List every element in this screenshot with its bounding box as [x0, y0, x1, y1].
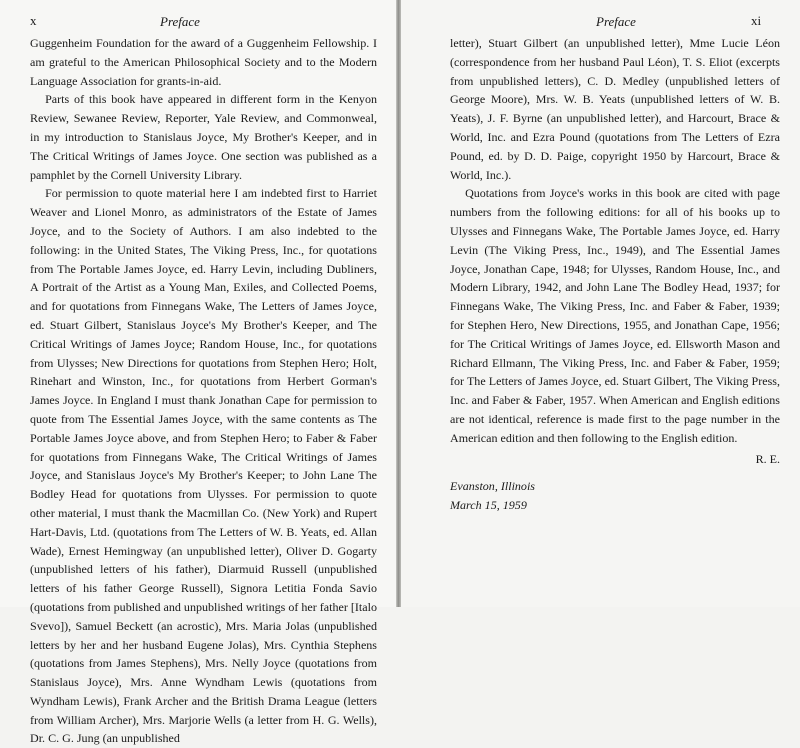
left-folio: x	[30, 13, 37, 28]
left-body-text	[30, 34, 377, 748]
signing-date: March 15, 1959	[450, 498, 527, 513]
left-running-head: Preface	[160, 14, 200, 29]
left-paragraph-3: For permission to quote material here I am indebted first to Harriet Weaver and Lionel Monro, as administrators of the Estate of James Joyce, and to the Society of Authors. I am also indebted to the following: in the United States, The Viking Press, Inc., for quotations from The Portable James Joyce, ed. Harry Levin, including Dubliners, A Portrait of the Artist as a Young Man, Exiles, and Collected Poems, and for quotations from Finnegans Wake, The Letters of James Joyce, ed. Stuart Gilbert, Stanislaus Joyce's My Brother's Keeper, and The Critical Writings of James Joyce; Random House, Inc., for quotations from Ulysses; New Directions for quotations from Stephen Hero; Holt, Rinehart and Winston, Inc., for quotations from Herbert Gorman's James Joyce. In England I must thank Jonathan Cape for permission to quote from The Essential James Joyce, with the same contents as The Portable James Joyce above, and from Stephen Hero; to Faber & Faber for quotations from Finnegans Wake, The Critical Writings of James Joyce, and Stanislaus Joyce's My Brother's Keeper; to John Lane The Bodley Head for quotations from Ulysses. For permission to quote other material, I must thank the Macmillan Co. (New York) and Rupert Hart-Davis, Ltd. (quotations from The Letters of W. B. Yeats, ed. Allan Wade), Ernest Hemingway (an unpublished letter), Oliver D. Gogarty (unpublished letters of his father), Diarmuid Russell (unpublished letters of his father George Russell), Signora Letitia Fonda Savio (quotations from published and unpublished writings of her father [Italo Svevo]), Samuel Beckett (an acrostic), Mrs. Maria Jolas (unpublished letters by her and her husband Eugene Jolas), Mrs. Cynthia Stephens (quotations from James Stephens), Mrs. Nelly Joyce (quotations from Stanislaus Joyce), Mrs. Anne Wyndham Lewis (quotations from Wyndham Lewis), Frank Archer and the British Drama League (letters from William Archer), Mrs. Marjorie Wells (a letter from H. G. Wells), Dr. C. G. Jung (an unpublished	[30, 186, 377, 746]
right-body-text	[450, 34, 780, 515]
right-running-head: Preface	[596, 14, 636, 29]
right-paragraph-2: Quotations from Joyce's works in this book are cited with page numbers from the following editions: for all of his books up to Ulysses and Finnegans Wake, The Portable James Joyce, ed. Harry Levin (The Viking Press, Inc., 1949), and The Essential James Joyce, Jonathan Cape, 1948; for Ulysses, Random House, Inc., and Modern Library, 1942, and John Lane The Bodley Head, 1937; for Finnegans Wake, The Viking Press, Inc. and Faber & Faber, 1939; for Stephen Hero, New Directions, 1955, and Jonathan Cape, 1956; for The Critical Writings of James Joyce, ed. Ellsworth Mason and Richard Ellmann, The Viking Press, Inc. and Faber & Faber, 1959; for The Letters of James Joyce, ed. Stuart Gilbert, The Viking Press, Inc. and Faber & Faber, 1957. When American and English editions are not identical, reference is made first to the page number in the American edition and then following to the English edition.	[450, 186, 780, 445]
signing-place: Evanston, Illinois	[450, 479, 535, 494]
left-paragraph-2: Parts of this book have appeared in different form in the Kenyon Review, Sewanee Review, Reporter, Yale Review, and Commonweal, in my introduction to Stanislaus Joyce, My Brother's Keeper, and in The Critical Writings of James Joyce. One section was published as a pamphlet by the Cornell University Library.	[30, 92, 377, 182]
book-gutter	[396, 0, 401, 607]
right-paragraph-1: letter), Stuart Gilbert (an unpublished letter), Mme Lucie Léon (correspondence from her husband Paul Léon), T. S. Eliot (excerpts from unpublished letters), C. D. Medley (unpublished letters of George Moore), Mrs. W. B. Yeats (unpublished letters of W. B. Yeats), J. F. Byrne (an unpublished letter), and Harcourt, Brace & World, Inc. and Ezra Pound (quotations from The Letters of Ezra Pound, ed. by D. D. Paige, copyright 1950 by Harcourt, Brace & World, Inc.).	[450, 36, 780, 182]
left-paragraph-1: Guggenheim Foundation for the award of a Guggenheim Fellowship. I am grateful to the American Philosophical Society and to the Modern Language Association for grants-in-aid.	[30, 36, 377, 88]
right-folio: xi	[751, 13, 762, 28]
author-signature: R. E.	[755, 451, 780, 466]
